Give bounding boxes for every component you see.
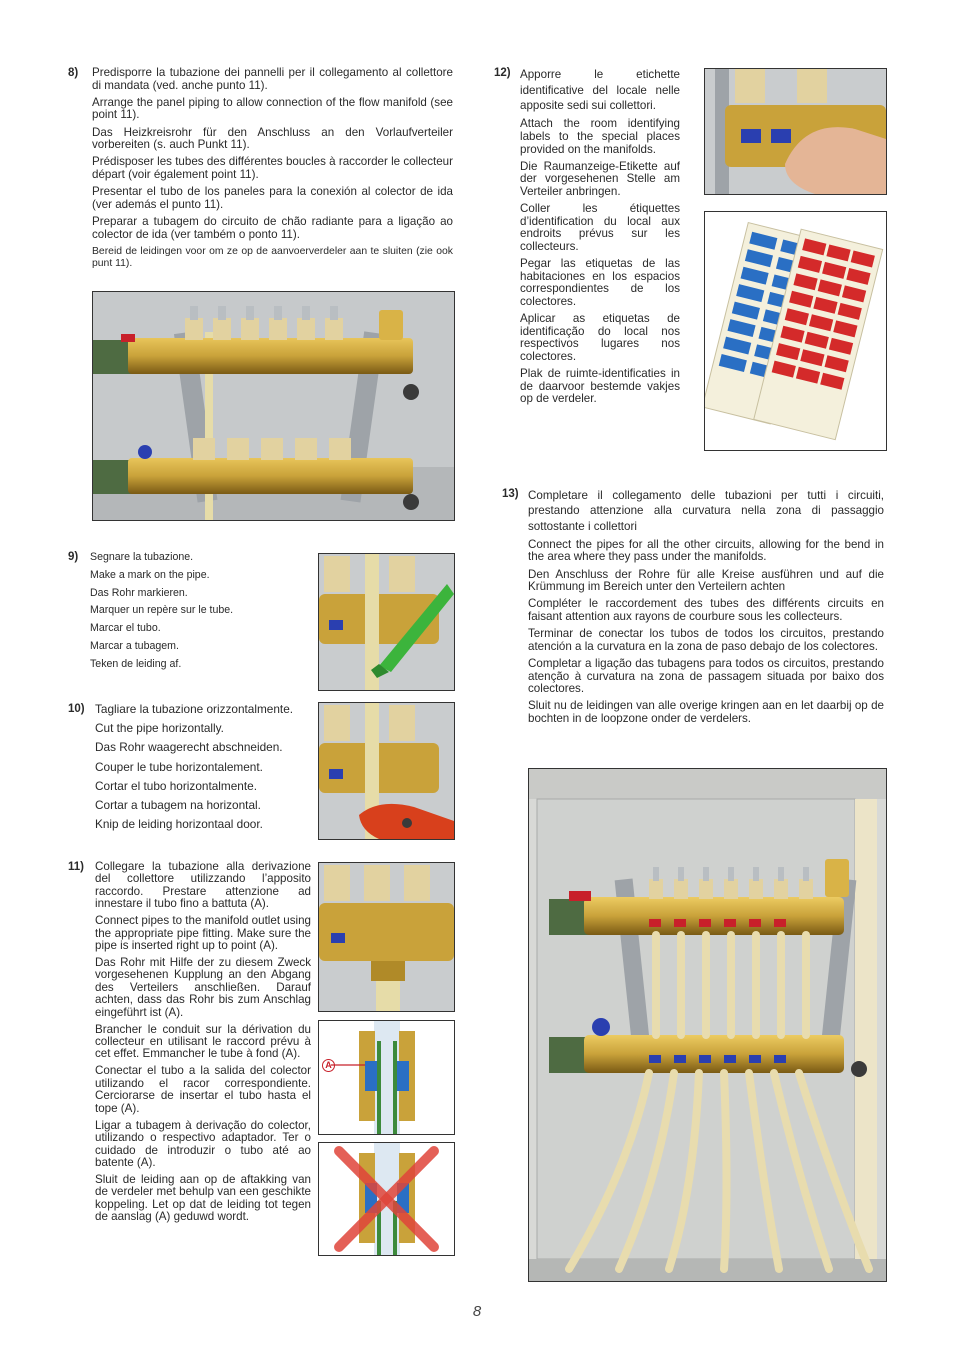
text-pt: Ligar a tubagem à derivação do colector, utilizando o respectivo adaptador. Ter o cuidado de introduzir o tubo até ao batente (A).	[95, 1118, 311, 1169]
text-en: Arrange the panel piping to allow connection of the flow manifold (see point 11).	[92, 95, 453, 122]
text-nl: Sluit nu de leidingen van alle overige kringen aan en let daarbij op de bochten in de loopzone onder de verdelers.	[528, 699, 884, 725]
photo-fitting-connection	[318, 862, 455, 1012]
step-text	[95, 861, 311, 1228]
text-es: Terminar de conectar los tubos de todos los circuitos, prestando atención a la curvatura en la zona de paso debajo de los colectores.	[528, 627, 884, 653]
text-es: Pegar las etiquetas de las habitaciones en los espacios correspondientes de los colectores.	[520, 257, 680, 308]
text-nl: Knip de leiding horizontaal door.	[95, 817, 263, 832]
text-fr: Brancher le conduit sur la dérivation du collecteur en utilisant le raccord prévu à cet effet. Emmancher le tube à fond (A).	[95, 1022, 311, 1061]
text-es: Presentar el tubo de los paneles para la conexión al colector de ida (ver además el punto 11).	[92, 185, 453, 211]
marker-a: A	[322, 1059, 335, 1072]
text-de: Das Rohr mit Hilfe der zu diesem Zweck vorgesehenen Kupplung an den Abgang des Verteilers anschließen. Darauf achten, dass das Rohr bis zum Anschlag eingeführt ist (A).	[95, 956, 311, 1019]
text-it: Apporre le etichette identificative del locale nelle apposite sedi sui collettori.	[520, 68, 680, 113]
photo-mark-pipe	[318, 553, 455, 691]
step-number: 12)	[494, 67, 511, 79]
text-fr: Compléter le raccordement des tubes des différents circuits en faisant attention aux rayons de courbure sous les collecteurs.	[528, 597, 884, 623]
text-es: Cortar el tubo horizontalmente.	[95, 778, 257, 793]
diagram-fitting-incorrect	[318, 1142, 455, 1256]
photo-cut-pipe	[318, 702, 455, 840]
text-pt: Preparar a tubagem do circuito de chão radiante para a ligação ao colector de ida (ver também o ponto 11).	[92, 214, 453, 241]
text-pt: Aplicar as etiquetas de identificação do local nos respectivos lugares nos colectores.	[520, 312, 680, 363]
step-number: 10)	[68, 703, 85, 715]
text-it: Segnare la tubazione.	[90, 551, 194, 563]
text-en: Connect the pipes for all the other circuits, allowing for the bend in the area where they pass under the manifolds.	[528, 537, 884, 564]
page-number: 8	[472, 1303, 482, 1320]
text-pt: Cortar a tubagem na horizontal.	[95, 797, 261, 812]
step-number: 9)	[68, 551, 79, 563]
text-fr: Marquer un repère sur le tube.	[90, 604, 234, 617]
text-es: Marcar el tubo.	[90, 622, 161, 635]
text-it: Completare il collegamento delle tubazioni per tutti i circuiti, prestando attenzione alla curvatura nella zona di passaggio sottostante i collettori	[528, 489, 884, 533]
text-pt: Marcar a tubagem.	[90, 639, 179, 652]
text-it: Tagliare la tubazione orizzontalmente.	[95, 702, 294, 716]
text-fr: Prédisposer les tubes des différentes boucles à raccorder le collecteur départ (voir également point 11).	[92, 155, 453, 181]
text-nl: Bereid de leidingen voor om ze op de aanvoerverdeler aan te sluiten (zie ook punt 11).	[92, 245, 453, 269]
text-pt: Completar a ligação das tubagens para todos os circuitos, prestando atenção à curvatura na zona de passagem situada por baixo dos colectores.	[528, 656, 884, 696]
step-text	[528, 488, 884, 730]
diagram-fitting-correct	[318, 1020, 455, 1135]
text-en: Make a mark on the pipe.	[90, 568, 210, 581]
text-en: Attach the room identifying labels to the special places provided on the manifolds.	[520, 117, 680, 156]
text-nl: Plak de ruimte-identificaties in de daarvoor bestemde vakjes op de verdeler.	[520, 367, 680, 406]
photo-label-sheets	[704, 211, 887, 451]
photo-apply-label	[704, 68, 887, 195]
photo-complete-installation	[528, 768, 887, 1282]
text-de: Das Rohr markieren.	[90, 586, 188, 599]
text-en: Connect pipes to the manifold outlet using the appropriate pipe fitting. Make sure the pipe is inserted right up to point (A).	[95, 914, 311, 953]
step-text	[520, 67, 680, 410]
text-de: Das Rohr waagerecht abschneiden.	[95, 740, 283, 755]
text-it: Predisporre la tubazione dei pannelli per il collegamento al collettore di mandata (ved. anche punto 11).	[92, 66, 453, 92]
text-de: Den Anschluss der Rohre für alle Kreise ausführen und auf die Krümmung im Bereich unter den Verteilern achten	[528, 567, 884, 594]
text-de: Die Raumanzeige-Etikette auf der vorgesehenen Stelle am Verteiler anbringen.	[520, 159, 680, 198]
text-nl: Sluit de leiding aan op de aftakking van de verdeler met behulp van een geschikte koppeling. Let op dat de leiding tot tegen de aanslag (A) geduwd wordt.	[95, 1172, 311, 1224]
step-number: 11)	[68, 861, 84, 873]
text-es: Conectar el tubo a la salida del colector utilizando el racor correspondiente. Cerciorarse de insertar el tubo hasta el tope (A).	[95, 1064, 311, 1115]
text-fr: Coller les étiquettes d’identification du local aux endroits prévus sur les collecteurs.	[520, 202, 680, 253]
text-de: Das Heizkreisrohr für den Anschluss an den Vorlaufverteiler vorbereiten (s. auch Punkt 11).	[92, 125, 453, 152]
step-text	[95, 703, 317, 837]
text-en: Cut the pipe horizontally.	[95, 721, 224, 736]
step-text	[92, 67, 453, 275]
photo-manifold-pipe-prepare	[92, 291, 455, 521]
text-nl: Teken de leiding af.	[90, 657, 182, 670]
text-fr: Couper le tube horizontalement.	[95, 759, 263, 774]
step-number: 13)	[502, 488, 519, 500]
step-text	[90, 551, 310, 676]
text-it: Collegare la tubazione alla derivazione del collettore utilizzando l’apposito raccordo. Prestare attenzione ad innestare il tubo fino a battuta (A).	[95, 860, 311, 911]
step-number: 8)	[68, 67, 79, 79]
